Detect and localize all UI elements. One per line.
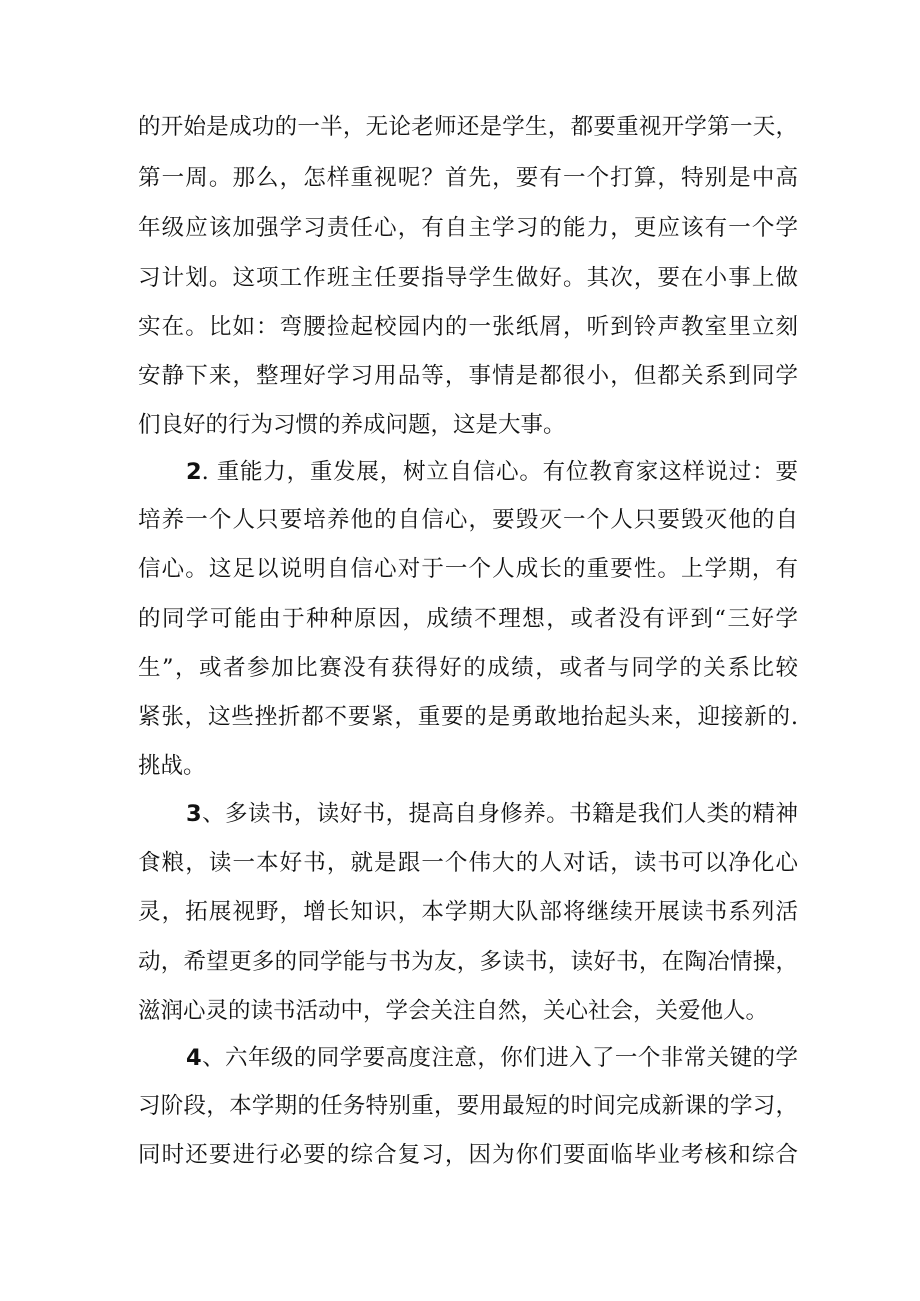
text-line: 灵，拓展视野，增长知识，本学期大队部将继续开展读书系列活 <box>138 899 798 925</box>
text-line: 安静下来，整理好学习用品等，事情是都很小，但都关系到同学 <box>138 363 798 389</box>
paragraph-lead-text: 、多读书，读好书，提高自身修养。书籍是我们人类的精神 <box>201 801 798 827</box>
text-line: 实在。比如：弯腰捡起校园内的一张纸屑，听到铃声教室里立刻 <box>138 314 798 340</box>
text-line: 同时还要进行必要的综合复习，因为你们要面临毕业考核和综合 <box>138 1142 798 1168</box>
text-line: 动，希望更多的同学能与书为友，多读书，读好书，在陶冶情操， <box>138 949 798 975</box>
text-line: 习阶段，本学期的任务特别重，要用最短的时间完成新课的学习， <box>138 1093 798 1119</box>
paragraph-first-line <box>186 1040 798 1076</box>
text-line: 食粮，读一本好书，就是跟一个伟大的人对话，读书可以净化心 <box>138 850 798 876</box>
text-line: 生”，或者参加比赛没有获得好的成绩，或者与同学的关系比较 <box>138 655 798 681</box>
item-number: 3 <box>186 801 202 827</box>
paragraph-lead-text: 、六年级的同学要高度注意，你们进入了一个非常关键的学 <box>201 1045 798 1071</box>
text-line: 滋润心灵的读书活动中，学会关注自然，关心社会，关爱他人。 <box>138 998 769 1024</box>
paragraph-first-line <box>186 454 798 490</box>
text-line: 信心。这足以说明自信心对于一个人成长的重要性。上学期，有 <box>138 556 798 582</box>
text-line: 习计划。这项工作班主任要指导学生做好。其次，要在小事上做 <box>138 265 798 291</box>
text-line: 的同学可能由于种种原因，成绩不理想，或者没有评到“三好学 <box>138 606 798 632</box>
text-line: 挑战。 <box>138 753 206 779</box>
text-line: 们良好的行为习惯的养成问题，这是大事。 <box>138 412 566 438</box>
text-line: 培养一个人只要培养他的自信心，要毁灭一个人只要毁灭他的自 <box>138 507 798 533</box>
text-line: 第一周。那么，怎样重视呢？首先，要有一个打算，特别是中高 <box>138 165 798 191</box>
text-line: 紧张，这些挫折都不要紧，重要的是勇敢地抬起头来，迎接新的. <box>138 704 798 730</box>
text-line: 年级应该加强学习责任心，有自主学习的能力，更应该有一个学 <box>138 215 798 241</box>
paragraph-lead-text: . 重能力，重发展，树立自信心。有位教育家这样说过：要 <box>201 459 798 485</box>
paragraph-first-line <box>186 796 798 832</box>
item-number: 2 <box>186 459 202 485</box>
text-line: 的开始是成功的一半，无论老师还是学生，都要重视开学第一天， <box>138 114 798 140</box>
item-number: 4 <box>186 1045 202 1071</box>
